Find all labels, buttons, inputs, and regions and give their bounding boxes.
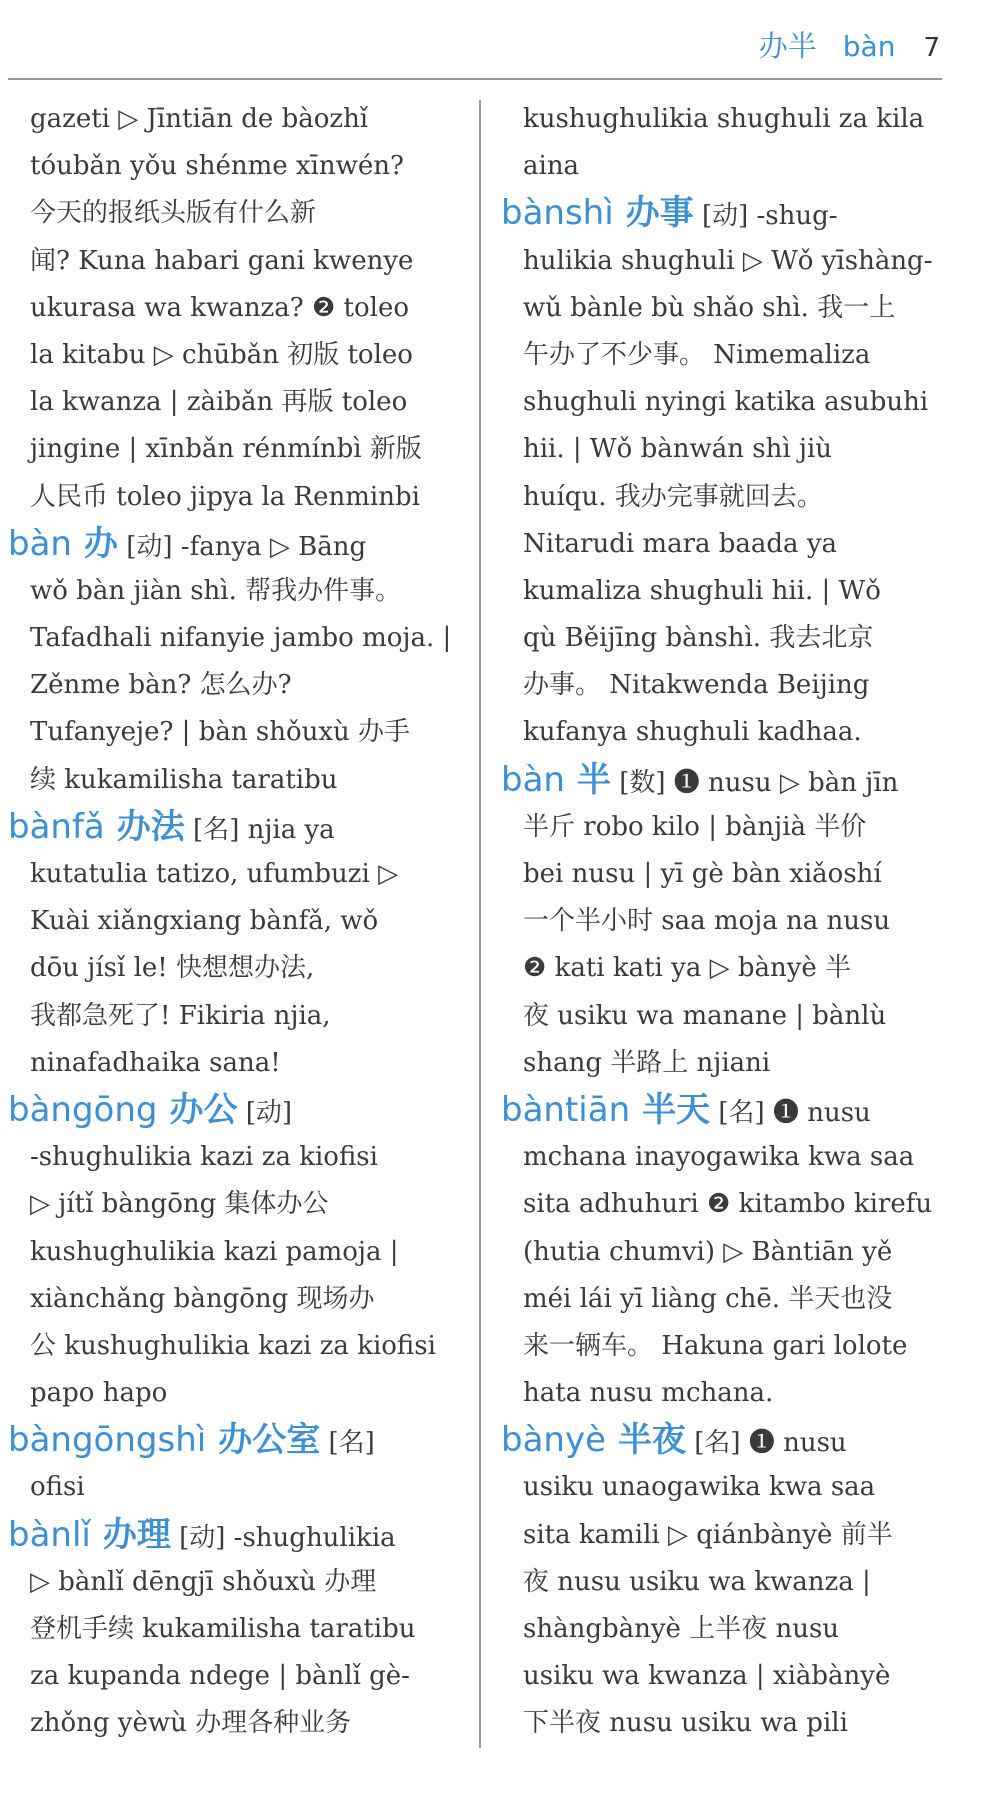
headword-hanzi: 半夜 [618,1420,687,1461]
headword-pinyin: bànyè [501,1420,607,1461]
entry-text-line [30,1040,462,1087]
entry-text-line [523,1700,955,1747]
definition-text: usiku unaogawika kwa saa [523,1472,876,1503]
definition-text: [动] -shug- [701,201,838,232]
headword [8,807,185,847]
entry-text-line [523,1134,955,1181]
definition-text: kushughulikia shughuli za kila [523,104,925,134]
headword [8,1090,237,1130]
definition-text: kumaliza shughuli hii. | Wǒ [523,575,881,606]
header-hanzi: 办半 [758,29,817,63]
entry-text-line [30,1559,462,1606]
entry-text-line [523,1559,955,1606]
entry-text-line [523,945,955,992]
entry-text-line [30,1276,462,1323]
definition-text: Nitarudi mara baada ya [523,528,838,559]
entry-text-line [30,851,462,898]
definition-text: [动] [245,1097,293,1128]
entry-text-line [523,285,955,332]
entry-headword-line [501,757,955,804]
entry-text-line [523,143,955,190]
entry-headword-line [8,1087,462,1134]
definition-text: usiku wa kwanza | xiàbànyè [523,1661,891,1692]
definition-text: hata nusu mchana. [523,1378,774,1409]
headword [8,524,118,564]
definition-text: 今天的报纸头版有什么新 [30,198,317,229]
definition-text: kushughulikia kazi pamoja | [30,1236,399,1267]
entry-text-line [30,993,462,1040]
definition-text: [名] njia ya [193,814,335,845]
entry-text-line [30,285,462,332]
definition-text: [动] -shughulikia [179,1522,396,1553]
definition-text: [动] -fanya ▷ Bāng [126,531,367,562]
definition-text: ❷ kati kati ya ▷ bànyè 半 [523,953,852,984]
entry-text-line [523,1653,955,1700]
definition-text: 闻? Kuna habari gani kwenye [30,245,414,276]
definition-text: -shughulikia kazi za kiofisi [30,1142,378,1173]
entry-headword-line [8,521,462,568]
definition-text: sita adhuhuri ❷ kitambo kirefu [523,1189,933,1220]
headword-hanzi: 办公室 [218,1420,321,1461]
definition-text: mchana inayogawika kwa saa [523,1142,915,1173]
entry-text-line [30,1323,462,1370]
definition-text: 夜 nusu usiku wa kwanza | [523,1566,871,1597]
entry-text-line [523,1464,955,1511]
definition-text: huíqu. 我办完事就回去。 [523,481,823,512]
definition-text: la kitabu ▷ chūbǎn 初版 toleo [30,339,413,370]
entry-text-line [30,190,462,237]
entry-text-line [30,1181,462,1228]
entry-headword-line [501,190,955,237]
entry-text-line [30,143,462,190]
headword-pinyin: bànlǐ [8,1514,91,1555]
headword-hanzi: 办事 [625,193,694,234]
definition-text: ofisi [30,1472,85,1503]
definition-text: ukurasa wa kwanza? ❷ toleo [30,292,409,323]
entry-text-line [30,1653,462,1700]
definition-text: Tufanyeje? | bàn shǒuxù 办手 [30,717,411,748]
definition-text: 我都急死了! Fikiria njia, [30,1000,331,1031]
entry-text-line [30,757,462,804]
definition-text: kutatulia tatizo, ufumbuzi ▷ [30,859,399,889]
headword [501,1090,710,1130]
entry-text-line [30,568,462,615]
definition-text: (hutia chumvi) ▷ Bàntiān yě [523,1236,893,1267]
entry-headword-line [8,1512,462,1559]
page-number: 7 [923,33,940,63]
entry-text-line [523,1229,955,1276]
headword [501,760,611,800]
entry-text-line [30,709,462,756]
entry-text-line [523,474,955,521]
entry-text-line [523,238,955,285]
entry-text-line [523,426,955,473]
entry-text-line [523,898,955,945]
definition-text: 公 kushughulikia kazi za kiofisi [30,1330,436,1361]
entry-text-line [523,1181,955,1228]
definition-text: hii. | Wǒ bànwán shì jiù [523,434,833,465]
entry-text-line [523,1323,955,1370]
definition-text: Zěnme bàn? 怎么办? [30,670,292,701]
definition-text: shàngbànyè 上半夜 nusu [523,1614,840,1644]
definition-text: papo hapo [30,1378,168,1409]
definition-text: xiànchǎng bàngōng 现场办 [30,1283,375,1314]
entry-text-line [523,804,955,851]
definition-text: 午办了不少事。 Nimemaliza [523,339,871,370]
entry-headword-line [8,1417,462,1464]
left-column [8,96,462,1748]
definition-text: zhǒng yèwù 办理各种业务 [30,1708,352,1739]
definition-text: 续 kukamilisha taratibu [30,764,338,795]
entry-text-line [30,426,462,473]
entry-text-line [30,332,462,379]
definition-text: bei nusu | yī gè bàn xiǎoshí [523,859,882,889]
definition-text: tóubǎn yǒu shénme xīnwén? [30,151,404,182]
definition-text: wǔ bànle bù shǎo shì. 我一上 [523,292,896,323]
headword-pinyin: bàngōng [8,1089,158,1130]
entry-text-line [30,1700,462,1747]
entry-text-line [30,1229,462,1276]
entry-text-line [523,568,955,615]
entry-text-line [30,1134,462,1181]
definition-text: shang 半路上 njiani [523,1047,771,1078]
headword-hanzi: 半 [576,759,611,800]
entry-text-line [30,1606,462,1653]
entry-text-line [523,1512,955,1559]
headword [501,1420,686,1460]
definition-text: gazeti ▷ Jīntiān de bàozhǐ [30,104,369,134]
definition-text: 来一辆车。 Hakuna gari lolote [523,1330,908,1361]
definition-text: 人民币 toleo jipya la Renminbi [30,481,420,512]
entry-text-line [30,379,462,426]
column-divider [479,100,481,1748]
definition-text: 下半夜 nusu usiku wa pili [523,1708,848,1739]
entry-text-line [523,1370,955,1417]
definition-text: 登机手续 kukamilisha taratibu [30,1614,416,1644]
entry-text-line [523,379,955,426]
headword [501,193,694,233]
headword-hanzi: 半天 [642,1089,711,1130]
headword-hanzi: 办公 [169,1089,238,1130]
definition-text: jingine | xīnbǎn rénmínbì 新版 [30,434,422,465]
definition-text: méi lái yī liàng chē. 半天也没 [523,1283,893,1314]
definition-text: ▷ bànlǐ dēngjī shǒuxù 办理 [30,1566,377,1597]
definition-text: la kwanza | zàibǎn 再版 toleo [30,387,408,418]
definition-text: 办事。 Nitakwenda Beijing [523,670,870,701]
definition-text: aina [523,151,580,182]
entry-headword-line [501,1417,955,1464]
headword-pinyin: bàntiān [501,1089,631,1130]
definition-text: 夜 usiku wa manane | bànlù [523,1000,887,1031]
definition-text: sita kamili ▷ qiánbànyè 前半 [523,1519,893,1550]
entry-text-line [30,662,462,709]
entry-text-line [30,238,462,285]
headword-pinyin: bàn [501,759,565,800]
right-column [501,96,955,1748]
entry-text-line [523,96,955,143]
entry-text-line [30,96,462,143]
definition-text: hulikia shughuli ▷ Wǒ yīshàng- [523,245,933,276]
entry-text-line [523,993,955,1040]
entry-text-line [523,851,955,898]
headword-hanzi: 办 [83,523,118,564]
entry-text-line [30,1464,462,1511]
definition-text: Tafadhali nifanyie jambo moja. | [30,623,452,654]
definition-text: [名] [328,1428,375,1459]
entry-text-line [30,474,462,521]
headword-pinyin: bàn [8,523,72,564]
entry-text-line [523,709,955,756]
headword [8,1515,171,1555]
definition-text: 半斤 robo kilo | bànjià 半价 [523,811,867,842]
entry-text-line [523,1040,955,1087]
header-rule [8,78,942,80]
definition-text: ninafadhaika sana! [30,1047,281,1078]
entry-text-line [30,945,462,992]
definition-text: za kupanda ndege | bànlǐ gè- [30,1661,410,1692]
entry-text-line [30,615,462,662]
definition-text: wǒ bàn jiàn shì. 帮我办件事。 [30,575,402,606]
entry-headword-line [8,804,462,851]
definition-text: shughuli nyingi katika asubuhi [523,387,929,418]
entry-text-line [523,615,955,662]
definition-text: ▷ jítǐ bàngōng 集体办公 [30,1189,329,1220]
headword-pinyin: bàngōngshì [8,1420,207,1461]
definition-text: [名] ❶ nusu [694,1428,847,1459]
running-header [0,24,940,68]
definition-text: [名] ❶ nusu [718,1097,871,1128]
headword [8,1420,320,1460]
entry-text-line [523,1276,955,1323]
entry-text-line [30,898,462,945]
headword-pinyin: bànshì [501,193,614,234]
definition-text: dōu jísǐ le! 快想想办法, [30,953,315,984]
entry-text-line [523,521,955,568]
entry-text-line [523,332,955,379]
headword-pinyin: bànfǎ [8,806,105,847]
headword-hanzi: 办法 [116,806,185,847]
header-pinyin: bàn [842,30,896,63]
definition-text: qù Běijīng bànshì. 我去北京 [523,623,874,654]
definition-text: [数] ❶ nusu ▷ bàn jīn [619,767,899,798]
entry-text-line [30,1370,462,1417]
entry-headword-line [501,1087,955,1134]
entry-text-line [523,1606,955,1653]
entry-text-line [523,662,955,709]
headword-hanzi: 办理 [102,1514,171,1555]
definition-text: Kuài xiǎngxiang bànfǎ, wǒ [30,906,379,937]
definition-text: 一个半小时 saa moja na nusu [523,906,891,937]
definition-text: kufanya shughuli kadhaa. [523,717,862,748]
